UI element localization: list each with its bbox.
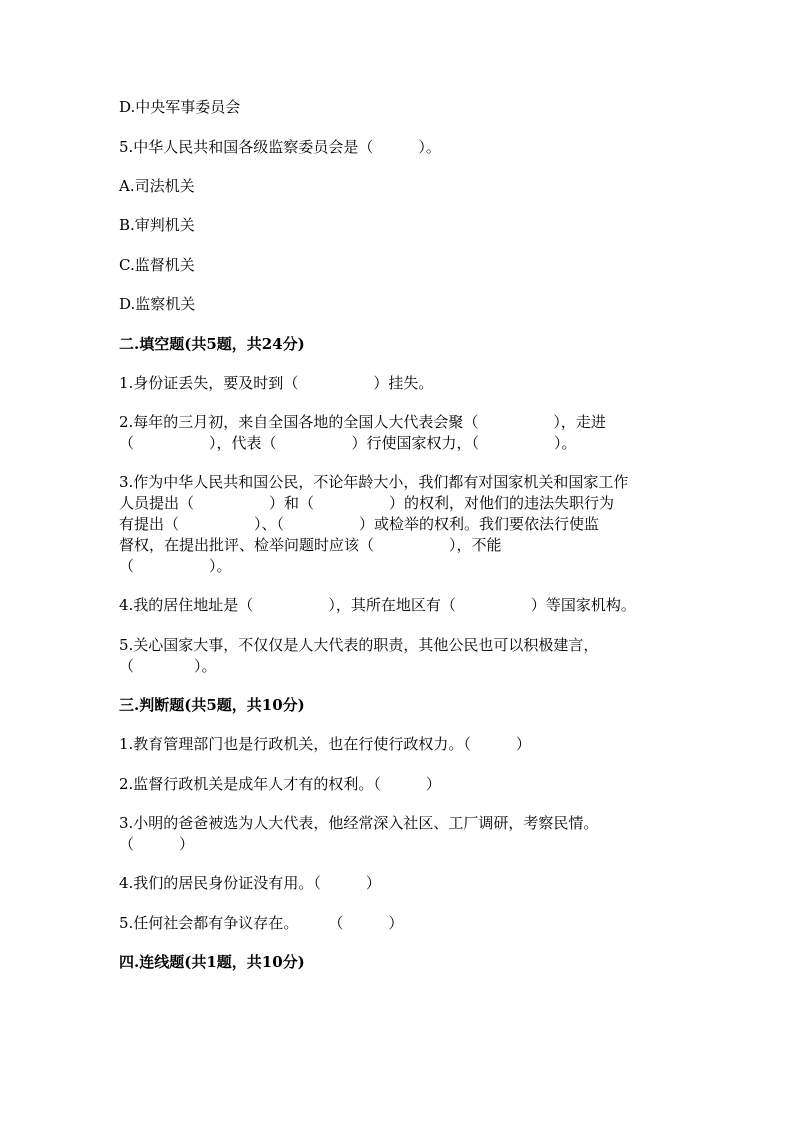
fill-question-3-line-3: 有提出（ ）、（ ）或检举的权利。我们要依法行使监	[119, 515, 600, 533]
q5-stem: 5.中华人民共和国各级监察委员会是（ ）。	[119, 138, 441, 156]
fill-question-2-line-2: （ ），代表（ ）行使国家权力，（ ）。	[119, 434, 577, 452]
fill-question-3-line-2: 人员提出（ ）和（ ）的权利，对他们的违法失职行为	[119, 494, 615, 512]
q5-option-c: C.监督机关	[119, 256, 195, 274]
judge-question-3-line-1: 3.小明的爸爸被选为人大代表，他经常深入社区、工厂调研，考察民情。	[119, 814, 599, 832]
section-2-heading: 二.填空题(共5题，共24分)	[119, 335, 305, 353]
fill-question-1: 1.身份证丢失，要及时到（ ）挂失。	[119, 374, 434, 392]
judge-question-5: 5.任何社会都有争议存在。 （ ）	[119, 914, 404, 932]
fill-question-5-line-2: （ ）。	[119, 657, 217, 675]
fill-question-2-line-1: 2.每年的三月初，来自全国各地的全国人大代表会聚（ ），走进	[119, 413, 606, 431]
q5-option-d: D.监察机关	[119, 295, 196, 313]
judge-question-2: 2.监督行政机关是成年人才有的权利。（ ）	[119, 775, 441, 793]
q4-option-d: D.中央军事委员会	[119, 98, 241, 116]
fill-question-4: 4.我的居住地址是（ ），其所在地区有（ ）等国家机构。	[119, 596, 636, 614]
q5-option-b: B.审判机关	[119, 216, 195, 234]
judge-question-1: 1.教育管理部门也是行政机关，也在行使行政权力。（ ）	[119, 735, 531, 753]
judge-question-4: 4.我们的居民身份证没有用。（ ）	[119, 874, 381, 892]
fill-question-3-line-5: （ ）。	[119, 557, 232, 575]
fill-question-5-line-1: 5.关心国家大事，不仅仅是人大代表的职责，其他公民也可以积极建言，	[119, 636, 599, 654]
section-3-heading: 三.判断题(共5题，共10分)	[119, 696, 305, 714]
q5-option-a: A.司法机关	[119, 177, 195, 195]
section-4-heading: 四.连线题(共1题，共10分)	[119, 953, 305, 971]
judge-question-3-line-2: （ ）	[119, 835, 195, 853]
fill-question-3-line-4: 督权，在提出批评、检举问题时应该（ ），不能	[119, 536, 502, 554]
fill-question-3-line-1: 3.作为中华人民共和国公民，不论年龄大小，我们都有对国家机关和国家工作	[119, 473, 629, 491]
